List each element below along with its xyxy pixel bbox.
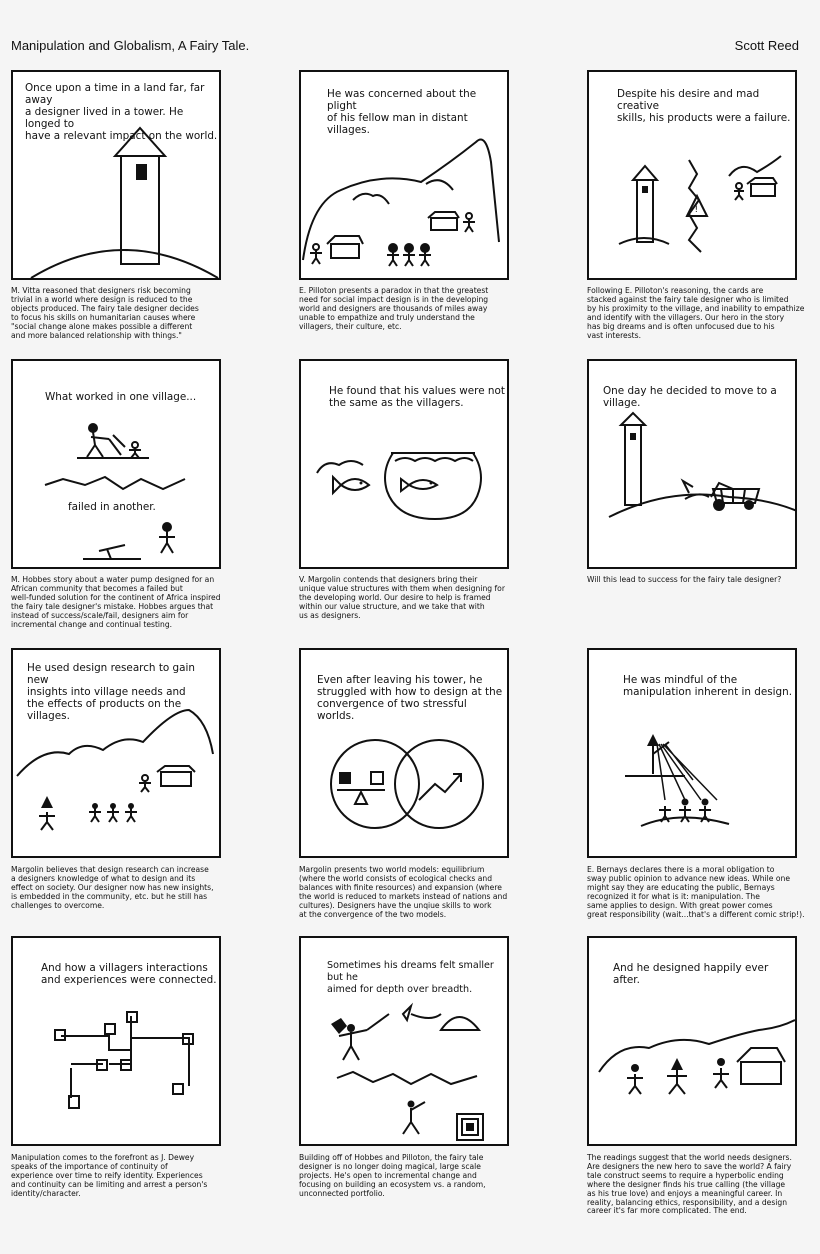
panel-caption: And he designed happily ever after.	[613, 962, 769, 986]
panel-caption: One day he decided to move to a village.	[603, 385, 777, 409]
panel-caption: And how a villagers interactions and experiences were connected.	[41, 962, 217, 986]
happily-ever-after-drawing	[589, 938, 797, 1146]
manipulation-puppet-drawing	[589, 650, 797, 858]
panel-caption: Even after leaving his tower, he struggled with how to design at the convergence of two stressful worlds.	[317, 674, 503, 722]
panel-description: Following E. Pilloton's reasoning, the cards are stacked against the fairy tale designer who is limited by his proximity to the village, and inability to empathize and identify with the villagers. Our hero in the story has big dreams and is often unfocused due to his vast interests.	[587, 286, 805, 340]
tower-drawing	[13, 72, 221, 280]
panel-caption: He was mindful of the manipulation inherent in design.	[623, 674, 792, 698]
panel-description: E. Pilloton presents a paradox in that the greatest need for social impact design is in the developing world and designers are thousands of miles away unable to empathize and truly understand the villagers, their culture, etc.	[299, 286, 489, 331]
fishbowl-drawing	[301, 361, 509, 569]
depth-over-breadth-drawing	[301, 938, 509, 1146]
comic-panel-5	[299, 359, 509, 569]
comic-panel-3	[587, 70, 797, 280]
comic-panel-9	[587, 648, 797, 858]
two-worlds-venn-drawing	[301, 650, 509, 858]
village-landscape-drawing	[301, 72, 509, 280]
connected-experiences-drawing	[13, 938, 221, 1146]
panel-description: Manipulation comes to the forefront as J. Dewey speaks of the importance of continuity of experience over time to reify identity. Experiences and continuity can be limiting and arrest a person's identity/character.	[11, 1153, 208, 1198]
svg-text:!: !	[694, 205, 699, 215]
comic-panel-4	[11, 359, 221, 569]
panel-caption: He was concerned about the plight of his fellow man in distant villages.	[327, 88, 477, 136]
panel-caption: What worked in one village...	[45, 391, 197, 403]
panel-caption: Sometimes his dreams felt smaller but he aimed for depth over breadth.	[327, 960, 494, 995]
comic-panel-10	[11, 936, 221, 1146]
panel-description: The readings suggest that the world needs designers. Are designers the new hero to save the world? A fairy tale construct seems to require a hyperbolic ending where the designer finds his true calling (the village as his true love) and enjoys a meaningful career. In reality, balancing ethics, responsibility, and a design career it's far more complicated. The end.	[587, 1153, 792, 1216]
panel-caption: He used design research to gain new insights into village needs and the effects of products on the villages.	[27, 662, 195, 722]
panel-description: E. Bernays declares there is a moral obligation to sway public opinion to advance new ideas. While one might say they are educating the public, Bernays recognized it for what is it: manipulation. The same applies to design. With great power comes great responsibility (wait...that's a different comic strip!).	[587, 865, 805, 919]
panel-description: M. Vitta reasoned that designers risk becoming trivial in a world where design is reduced to the objects produced. The fairy tale designer decides to focus his skills on humanitarian causes where "social change alone makes possible a different and more balanced relationship with things."	[11, 286, 199, 340]
panel-caption-secondary: failed in another.	[68, 501, 156, 513]
page-title: Manipulation and Globalism, A Fairy Tale.	[11, 38, 250, 53]
comic-panel-6	[587, 359, 797, 569]
panel-caption: Once upon a time in a land far, far away a designer lived in a tower. He longed to have a relevant impact on the world.	[25, 82, 218, 142]
water-pump-drawing	[13, 361, 221, 569]
comic-panel-11	[299, 936, 509, 1146]
author-name: Scott Reed	[734, 38, 799, 53]
comic-panel-12	[587, 936, 797, 1146]
panel-description: Margolin believes that design research can increase a designers knowledge of what to design and its effect on society. Our designer now has new insights, is embedded in the community, etc. but he still has challenges to overcome.	[11, 865, 214, 910]
panel-description: Will this lead to success for the fairy tale designer?	[587, 575, 782, 584]
comic-panel-7	[11, 648, 221, 858]
panel-caption: Despite his desire and mad creative skills, his products were a failure.	[617, 88, 791, 124]
panel-description: Margolin presents two world models: equilibrium (where the world consists of ecological checks and balances with finite resources) and expansion (where the world is reduced to markets instead of nations and cultures). Designers have the unqiue skills to work at the convergence of the two models.	[299, 865, 508, 919]
panel-description: Building off of Hobbes and Pilloton, the fairy tale designer is no longer doing magical, large scale projects. He's open to incremental change and focusing on building an ecosystem vs. a random, unconnected portfolio.	[299, 1153, 486, 1198]
comic-panel-2	[299, 70, 509, 280]
comic-panel-1	[11, 70, 221, 280]
comic-panel-8	[299, 648, 509, 858]
design-research-drawing	[13, 650, 221, 858]
move-to-village-drawing	[589, 361, 797, 569]
panel-caption: He found that his values were not the same as the villagers.	[329, 385, 505, 409]
panel-description: M. Hobbes story about a water pump designed for an African community that becomes a failed but well-funded solution for the continent of Africa inspired the fairy tale designer's mistake. Hobbes argues that instead of success/scale/fail, designers aim for incremental change and continual testing.	[11, 575, 221, 629]
panel-description: V. Margolin contends that designers bring their unique value structures with them when designing for the developing world. Our desire to help is framed within our value structure, and we take that with us as designers.	[299, 575, 505, 620]
failed-product-drawing	[589, 72, 797, 280]
